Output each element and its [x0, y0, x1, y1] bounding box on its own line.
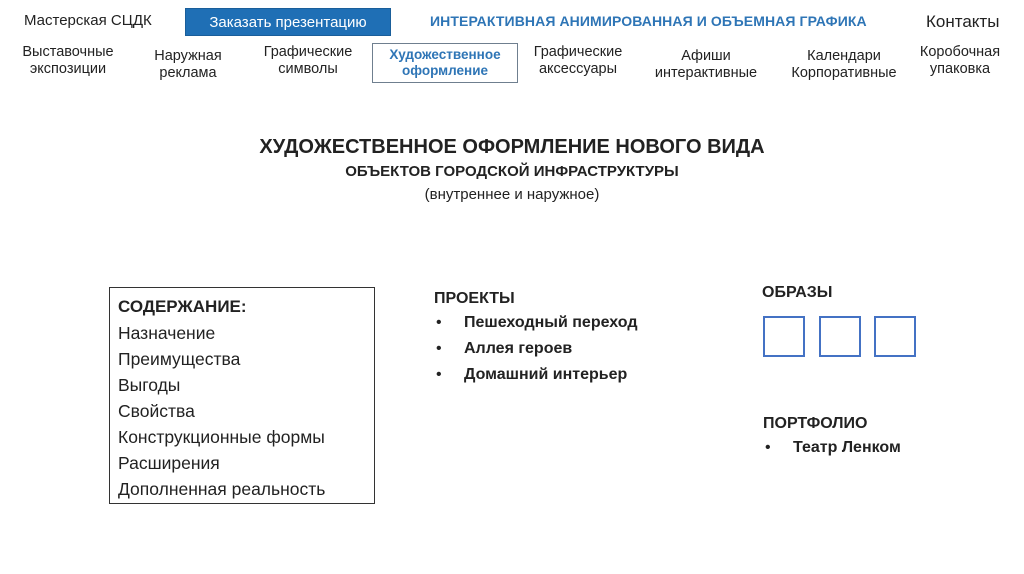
nav-item-interactive-posters[interactable] — [645, 48, 767, 82]
page-subtitle: ОБЪЕКТОВ ГОРОДСКОЙ ИНФРАСТРУКТУРЫ — [345, 163, 679, 180]
nav-item-line2: экспозиции — [29, 61, 107, 77]
bullet-icon: • — [436, 314, 442, 331]
category-nav — [0, 44, 1024, 88]
contents-item[interactable]: Конструкционные формы — [118, 427, 325, 447]
images-heading: ОБРАЗЫ — [762, 284, 833, 301]
bullet-icon: • — [436, 366, 442, 383]
contents-item[interactable]: Преимущества — [118, 349, 241, 369]
nav-item-graphic-accessories[interactable] — [527, 44, 629, 78]
portfolio-heading: ПОРТФОЛИО — [763, 415, 868, 432]
contents-item[interactable]: Свойства — [118, 401, 195, 421]
page-note: (внутреннее и наружное) — [424, 186, 600, 203]
bullet-icon: • — [436, 340, 442, 357]
nav-item-line2: оформление — [401, 63, 489, 78]
project-item[interactable] — [434, 336, 638, 362]
studio-link[interactable]: Мастерская СЦДК — [24, 12, 152, 29]
page-title: ХУДОЖЕСТВЕННОЕ ОФОРМЛЕНИЕ НОВОГО ВИДА — [259, 136, 765, 158]
portfolio-item[interactable] — [763, 435, 901, 461]
contents-item[interactable]: Дополненная реальность — [118, 479, 326, 499]
contacts-link[interactable]: Контакты — [926, 12, 1000, 31]
nav-item-line2: упаковка — [929, 61, 991, 77]
projects-section — [434, 288, 638, 388]
nav-item-line1: Афиши — [681, 48, 731, 64]
portfolio-list — [763, 435, 901, 461]
image-thumbnail[interactable] — [763, 316, 805, 357]
nav-item-line1: Наружная — [154, 48, 222, 64]
nav-item-outdoor-ads[interactable] — [140, 48, 236, 82]
nav-item-exhibitions[interactable] — [18, 44, 118, 78]
nav-item-line2: реклама — [159, 65, 217, 81]
projects-list — [434, 310, 638, 388]
nav-item-line2: аксессуары — [538, 61, 618, 77]
contents-list — [118, 320, 366, 502]
contents-item[interactable]: Расширения — [118, 453, 220, 473]
nav-item-line1: Календари — [807, 48, 881, 64]
bullet-icon: • — [765, 439, 771, 456]
nav-item-line2: интерактивные — [654, 65, 758, 81]
contents-heading: СОДЕРЖАНИЕ: — [118, 297, 247, 316]
contents-item[interactable]: Назначение — [118, 323, 216, 343]
nav-item-corporate-calendars[interactable] — [782, 48, 906, 82]
nav-item-box-packaging[interactable] — [912, 44, 1008, 78]
nav-item-line1: Художественное — [389, 47, 501, 62]
project-item[interactable] — [434, 362, 638, 388]
nav-item-art-design[interactable] — [372, 43, 518, 83]
portfolio-section — [763, 413, 901, 461]
nav-item-graphic-symbols[interactable] — [258, 44, 358, 78]
contents-box — [109, 287, 375, 504]
portfolio-label: Театр Ленком — [793, 439, 901, 456]
contents-item[interactable]: Выгоды — [118, 375, 181, 395]
nav-item-line1: Выставочные — [22, 44, 114, 60]
image-thumbnail[interactable] — [819, 316, 861, 357]
order-presentation-button[interactable]: Заказать презентацию — [185, 8, 391, 36]
projects-heading: ПРОЕКТЫ — [434, 290, 515, 307]
nav-item-line1: Коробочная — [919, 44, 1001, 60]
image-thumbnail[interactable] — [874, 316, 916, 357]
project-label: Пешеходный переход — [464, 314, 638, 331]
project-label: Домашний интерьер — [464, 366, 628, 383]
nav-item-line2: символы — [278, 61, 338, 77]
project-label: Аллея героев — [464, 340, 573, 357]
interactive-graphics-banner[interactable]: ИНТЕРАКТИВНАЯ АНИМИРОВАННАЯ И ОБЪЕМНАЯ ГРАФИКА — [430, 13, 867, 29]
project-item[interactable] — [434, 310, 638, 336]
nav-item-line1: Графические — [263, 44, 353, 60]
nav-item-line2: Корпоративные — [791, 65, 897, 81]
nav-item-line1: Графические — [533, 44, 623, 60]
